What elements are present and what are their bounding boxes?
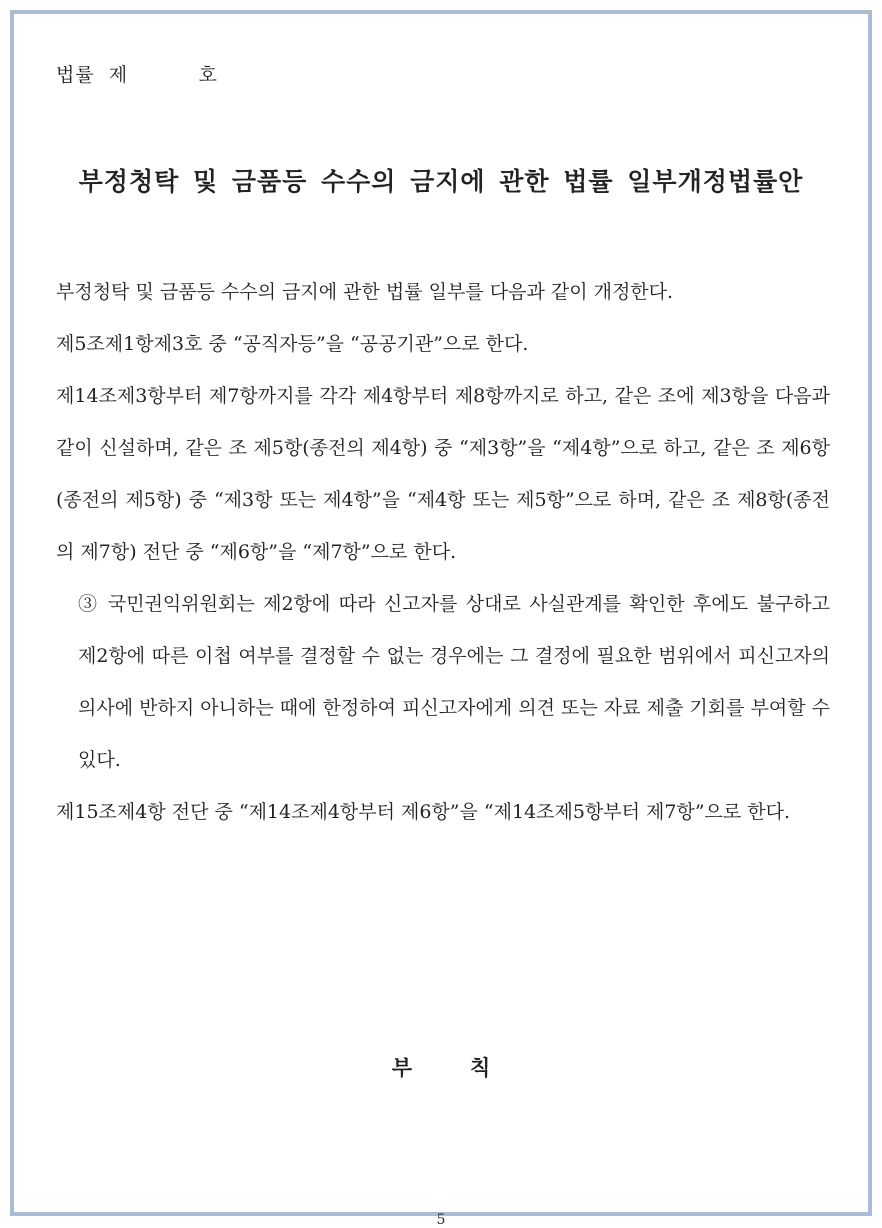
body-paragraph: 제15조제4항 전단 중 “제14조제4항부터 제6항”을 “제14조제5항부터 제7항”으로 한다. [56, 801, 791, 823]
document-body [56, 266, 830, 838]
appendix-heading: 부칙 [391, 1055, 549, 1080]
new-clause-paragraph: ③ 국민권익위원회는 제2항에 따라 신고자를 상대로 사실관계를 확인한 후에도 불구하고 제2항에 따른 이첩 여부를 결정할 수 없는 경우에는 그 결정에 필요한 범위에서 피신고자의 의사에 반하지 아니하는 때에 한정하여 피신고자에게 의견 또는 자료 제출 기회를 부여할 수 있다. [78, 593, 830, 771]
body-paragraph: 부정청탁 및 금품등 수수의 금지에 관한 법률 일부를 다음과 같이 개정한다. [56, 281, 674, 303]
law-number-line: 법률 제 호 [56, 64, 218, 86]
body-paragraph: 제14조제3항부터 제7항까지를 각각 제4항부터 제8항까지로 하고, 같은 조에 제3항을 다음과 같이 신설하며, 같은 조 제5항(종전의 제4항) 중 “제3항”을 “제4항”으로 하고, 같은 조 제6항(종전의 제5항) 중 “제3항 또는 제4항”을 “제4항 또는 제5항”으로 하며, 같은 조 제8항(종전의 제7항) 전단 중 “제6항”을 “제7항”으로 한다. [56, 385, 830, 563]
body-paragraph: 제5조제1항제3호 중 “공직자등”을 “공공기관”으로 한다. [56, 333, 529, 355]
document-title: 부정청탁 및 금품등 수수의 금지에 관한 법률 일부개정법률안 [78, 167, 804, 196]
page-number: 5 [436, 1212, 446, 1228]
